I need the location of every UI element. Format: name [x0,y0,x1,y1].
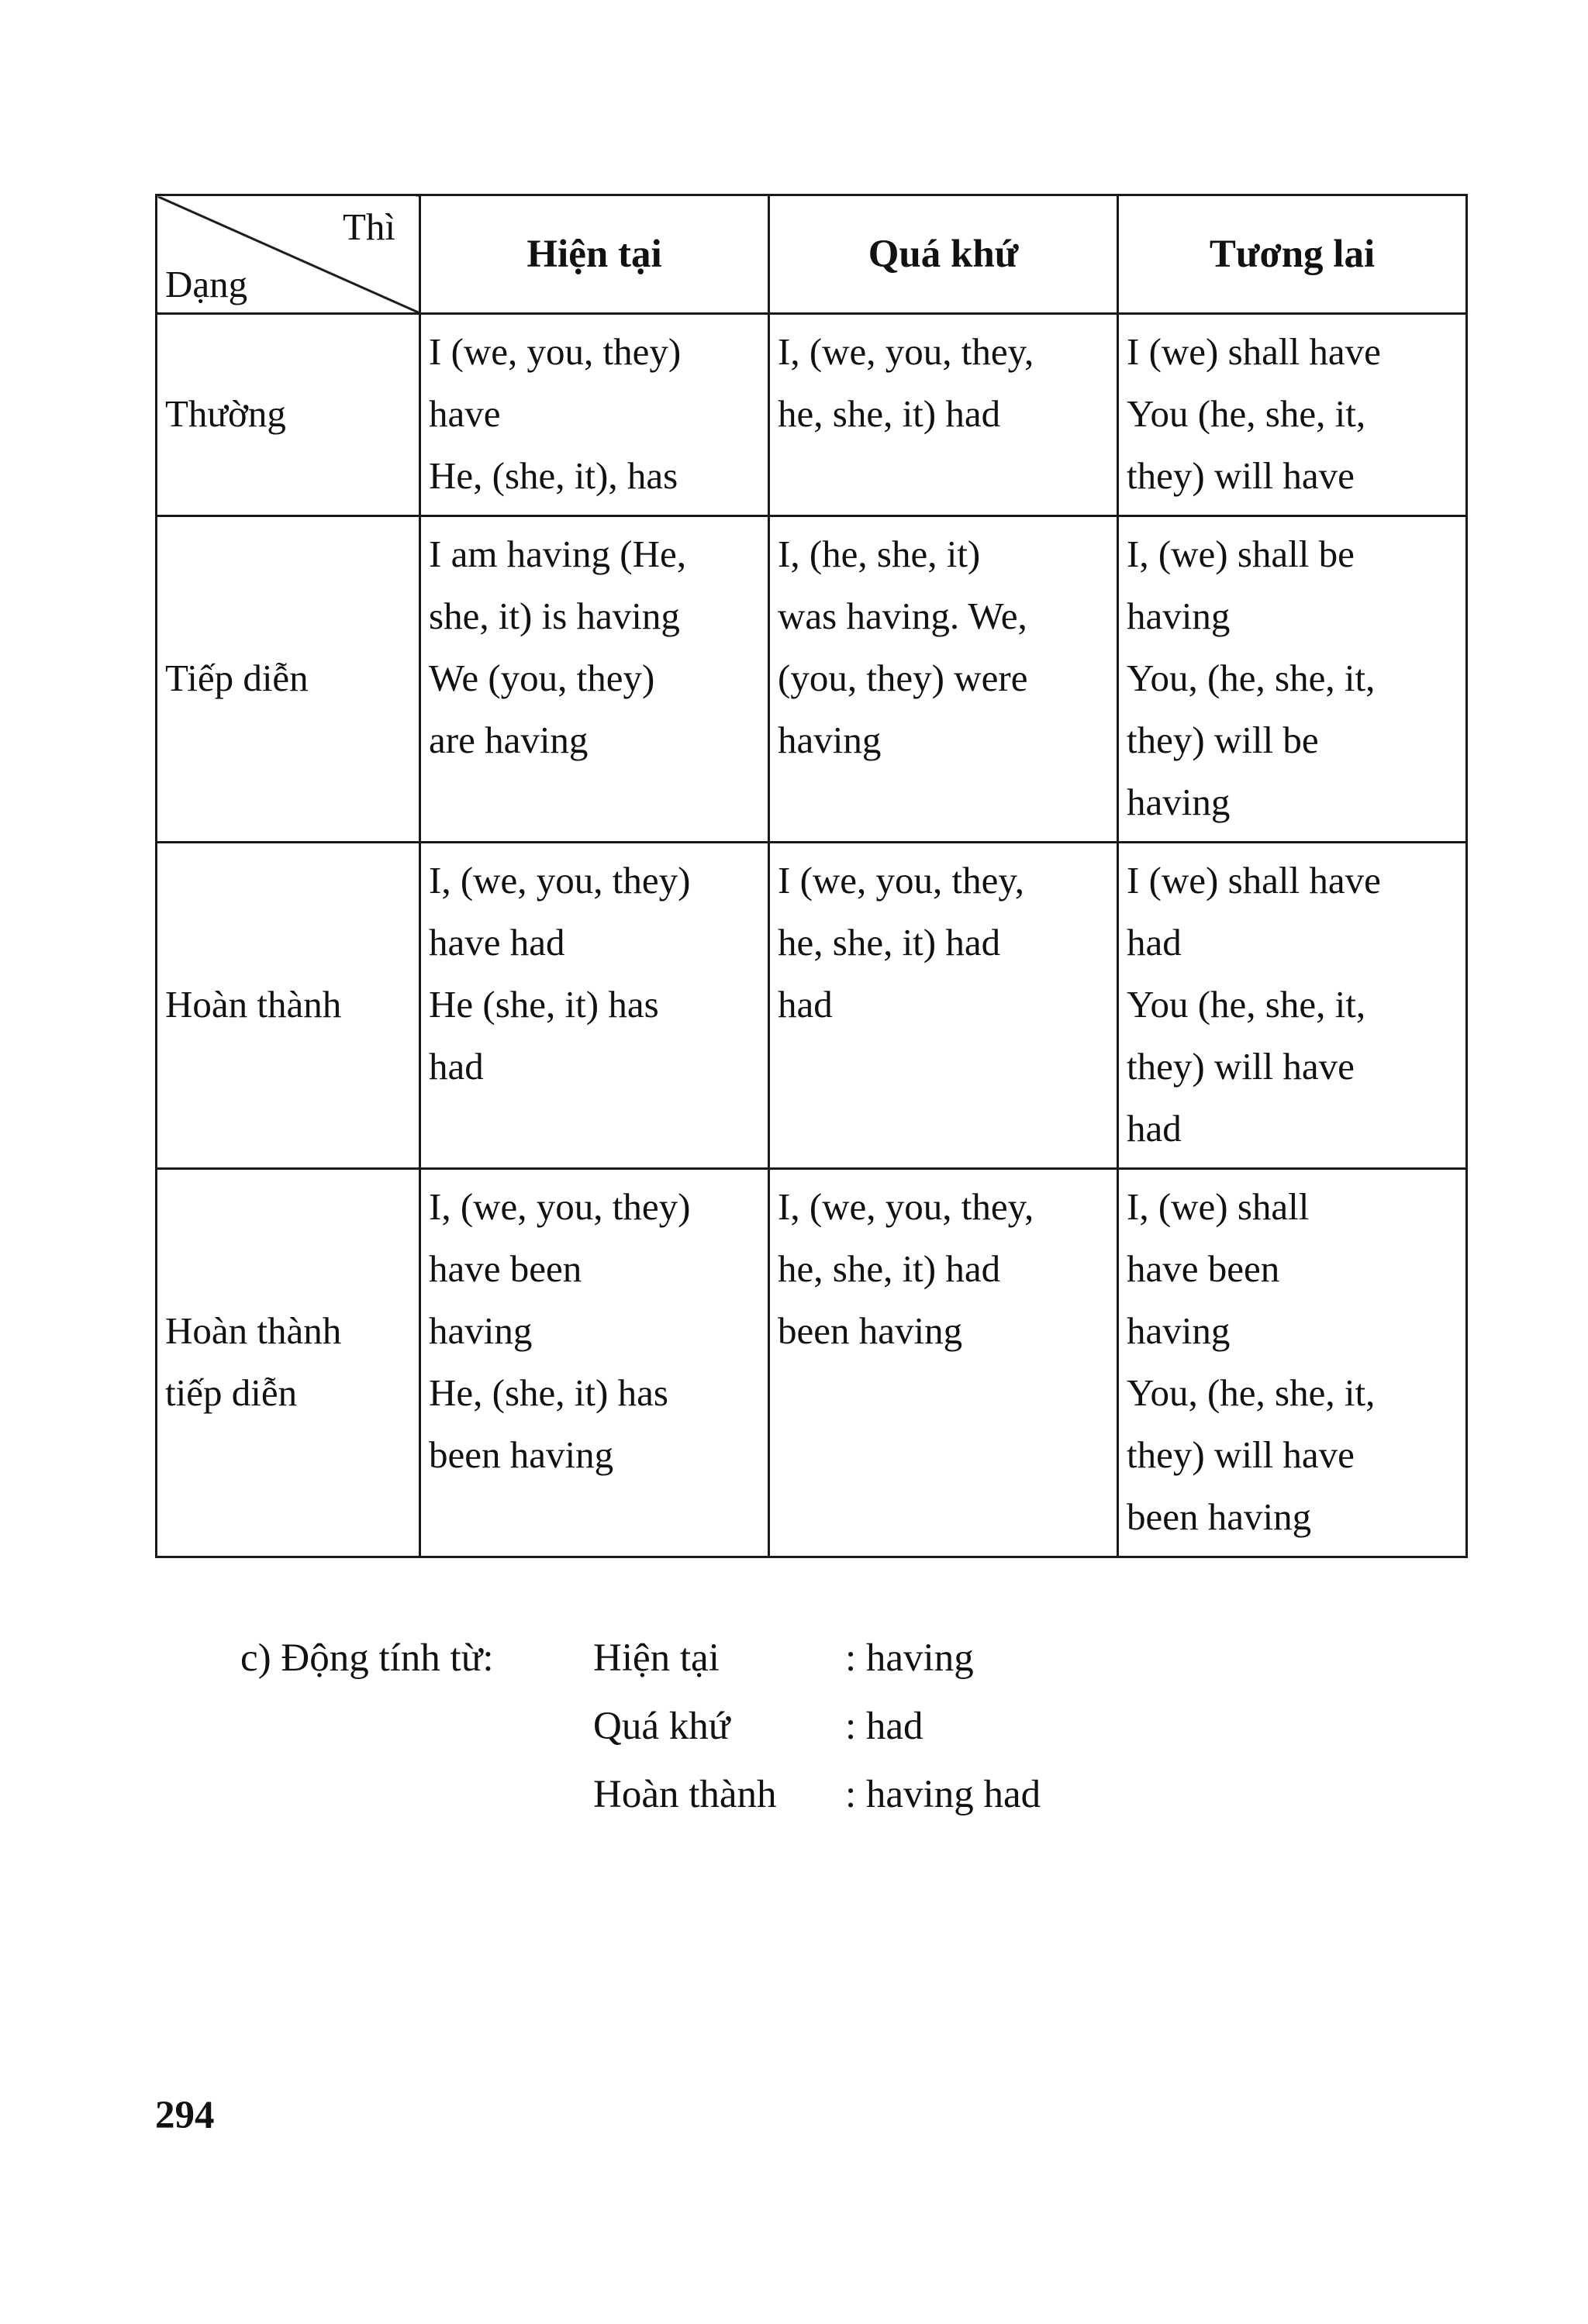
cell-perfect-continuous-present: I, (we, you, they) have been having He, (she, it) has been having [420,1169,769,1557]
cell-perfect-past: I (we, you, they, he, she, it) had had [769,843,1118,1169]
column-header-present: Hiện tại [420,195,769,314]
cell-perfect-continuous-past: I, (we, you, they, he, she, it) had been having [769,1169,1118,1557]
cell-perfect-future: I (we) shall have had You (he, she, it, they) will have had [1118,843,1467,1169]
cell-continuous-past: I, (he, she, it) was having. We, (you, they) were having [769,516,1118,843]
table-row [157,516,1467,843]
row-header-simple: Thường [157,314,420,516]
table-row [157,314,1467,516]
cell-simple-present: I (we, you, they) have He, (she, it), has [420,314,769,516]
cell-simple-future: I (we) shall have You (he, she, it, they) will have [1118,314,1467,516]
participle-value-perfect: : having had [845,1773,1041,1816]
table-row [157,1169,1467,1557]
table-header-row [157,195,1467,314]
participle-value-past: : had [845,1705,923,1748]
column-header-future: Tương lai [1118,195,1467,314]
table-row [157,843,1467,1169]
row-header-perfect-continuous: Hoàn thành tiếp diễn [157,1169,420,1557]
cell-continuous-present: I am having (He, she, it) is having We (you, they) are having [420,516,769,843]
participle-term-present: Hiện tại [593,1636,720,1680]
participle-term-past: Quá khứ [593,1705,730,1748]
cell-perfect-continuous-future: I, (we) shall have been having You, (he, she, it, they) will have been having [1118,1169,1467,1557]
page-number: 294 [155,2094,215,2137]
corner-header-cell [157,195,420,314]
row-header-continuous: Tiếp diễn [157,516,420,843]
cell-simple-past: I, (we, you, they, he, she, it) had [769,314,1118,516]
participles-label: c) Động tính từ: [240,1636,494,1680]
column-header-past: Quá khứ [769,195,1118,314]
tense-table [155,194,1468,1558]
corner-label-form: Dạng [165,263,248,305]
participle-value-present: : having [845,1636,974,1680]
corner-label-tense: Thì [342,205,395,248]
participle-term-perfect: Hoàn thành [593,1773,777,1816]
row-header-perfect: Hoàn thành [157,843,420,1169]
cell-perfect-present: I, (we, you, they) have had He (she, it) has had [420,843,769,1169]
cell-continuous-future: I, (we) shall be having You, (he, she, it, they) will be having [1118,516,1467,843]
